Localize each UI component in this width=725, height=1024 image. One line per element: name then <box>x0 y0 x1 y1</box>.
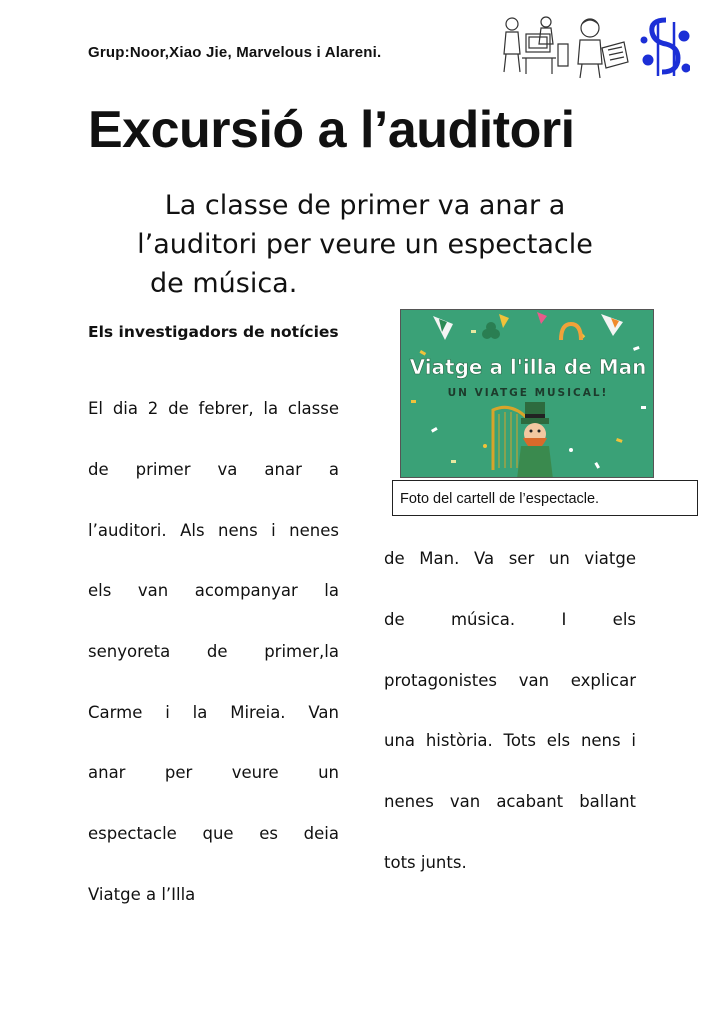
article-column-1 <box>88 399 339 909</box>
text-line: de primer va anar a <box>88 460 339 479</box>
lead-line: de música. <box>150 268 298 299</box>
text-line: Carme i la Mireia. Van <box>88 703 339 722</box>
text-line: l’auditori. Als nens i nenes <box>88 521 339 540</box>
header-logos <box>498 14 690 84</box>
child-reading-icon <box>578 19 628 78</box>
lead-line: l’auditori per veure un espectacle <box>137 229 593 260</box>
poster-subtitle: UN VIATGE MUSICAL! <box>447 387 609 399</box>
lead-line: La classe de primer va anar a <box>164 190 566 221</box>
text-line: protagonistes van explicar <box>384 671 636 690</box>
photo-caption: Foto del cartell de l’espectacle. <box>392 480 698 516</box>
text-line: espectacle que es deia <box>88 824 339 843</box>
children-at-computer-icon <box>504 17 568 74</box>
text-line: tots junts. <box>384 853 467 872</box>
text-line: de música. I els <box>384 610 636 629</box>
text-line: Viatge a l’Illa <box>88 885 196 904</box>
page-title: Excursió a l’auditori <box>88 101 575 159</box>
lead-paragraph <box>80 186 650 303</box>
poster-title: Viatge a l'illa de Man <box>409 355 647 379</box>
text-line: El dia 2 de febrer, la classe <box>88 399 339 418</box>
text-line: els van acompanyar la <box>88 581 339 600</box>
article-column-2 <box>384 549 636 879</box>
music-school-logo-icon <box>641 20 690 76</box>
text-line: anar per veure un <box>88 763 339 782</box>
group-members: Grup:Noor,Xiao Jie, Marvelous i Alareni. <box>88 44 382 61</box>
text-line: senyoreta de primer,la <box>88 642 339 661</box>
section-title: Els investigadors de notícies <box>88 323 339 341</box>
text-line: nenes van acabant ballant <box>384 792 636 811</box>
text-line: una història. Tots els nens i <box>384 731 636 750</box>
show-poster <box>400 309 654 478</box>
header-illustrations <box>498 14 690 84</box>
text-line: de Man. Va ser un viatge <box>384 549 636 568</box>
poster-image <box>401 310 654 478</box>
